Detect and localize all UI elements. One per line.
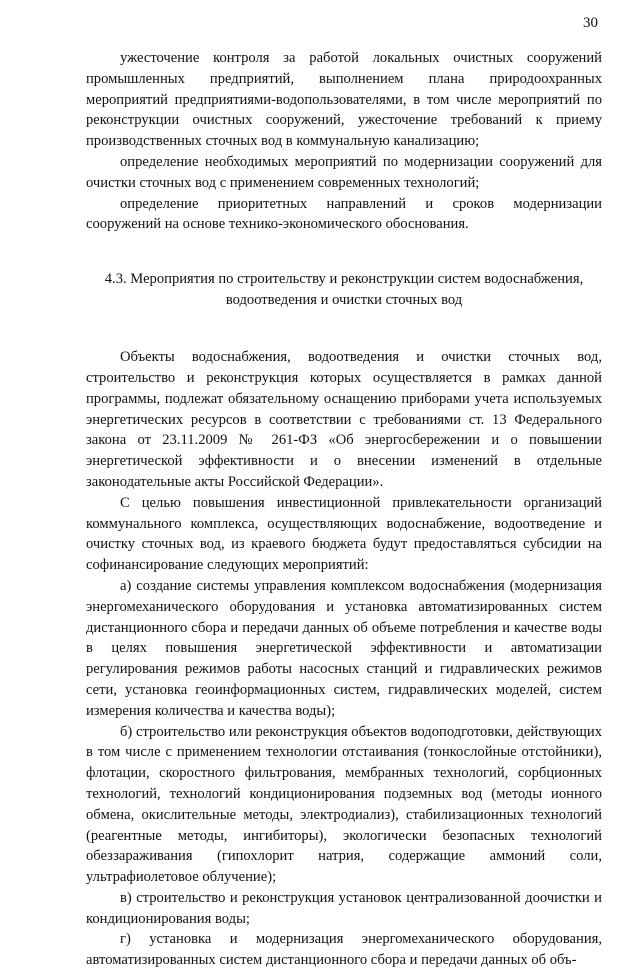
body-paragraph-2: С целью повышения инвестиционной привлекательности организаций коммунального комплекса, осуществляющих водоснабжение, водоотведение и очистку сточных вод, из краевого бюджета будут предоставляться субсидии на софинансирование следующих мероприятий: (86, 494, 602, 574)
section-heading (86, 269, 602, 311)
page-number: 30 (583, 15, 598, 31)
intro-paragraph-1: ужесточение контроля за работой локальных очистных сооружений промышленных предприятий, выполнением плана природоохранных мероприятий предприятиями-водопользователями, в том числе мероприятий по реконструкции очистных сооружений, ужесточение требований к приему производственных сточных вод в коммунальную канализацию; (86, 50, 602, 150)
list-item-a: а) создание системы управления комплексом водоснабжения (модернизация энергомеханического оборудования и установка автоматизированных систем дистанционного сбора и передачи данных об объеме потребления и качестве воды в целях повышения энергетической эффективности и автоматизации регулирования режимов работы насосных станций и гидравлических режимов сети, установка геоинформационных систем, гидравлических моделей, систем измерения количества и качества воды); (86, 577, 602, 719)
intro-paragraph-2: определение необходимых мероприятий по модернизации сооружений для очистки сточных вод с применением современных технологий; (86, 153, 602, 191)
list-item-g: г) установка и модернизация энергомеханического оборудования, автоматизированных систем дистанционного сбора и передачи данных об объ- (86, 931, 602, 969)
intro-paragraph-3: определение приоритетных направлений и сроков модернизации сооружений на основе технико-экономического обоснования. (86, 195, 602, 233)
section-heading-line-1: 4.3. Мероприятия по строительству и реконструкции систем водоснабжения, (104, 271, 584, 288)
list-item-v: в) строительство и реконструкция установок централизованной доочистки и кондиционирования воды; (86, 889, 602, 927)
list-item-b: б) строительство или реконструкция объектов водоподготовки, действующих в том числе с применением технологии отстаивания (тонкослойные отстойники), флотации, скоростного фильтрования, мембранных технологий, сорбционных технологий, технологий кондиционирования подземных вод (методы ионного обмена, окислительные методы, электродиализ), стабилизационных технологий (реагентные методы, ингибиторы), экологически безопасных технологий обеззараживания (гипохлорит натрия, содержащие аммоний соли, ультрафиолетовое облучение); (86, 723, 602, 886)
section-heading-line-2: водоотведения и очистки сточных вод (225, 292, 463, 309)
body-paragraph-1: Объекты водоснабжения, водоотведения и очистки сточных вод, строительство и реконструкция которых осуществляется в рамках данной программы, подлежат обязательному оснащению приборами учета используемых энергетических ресурсов в соответствии с требованиями ст. 13 Федерального закона от 23.11.2009 № 261-ФЗ «Об энергосбережении и о повышении энергетической эффективности и о внесении изменений в отдельные законодательные акты Российской Федерации». (86, 349, 602, 490)
document-body (86, 48, 602, 971)
